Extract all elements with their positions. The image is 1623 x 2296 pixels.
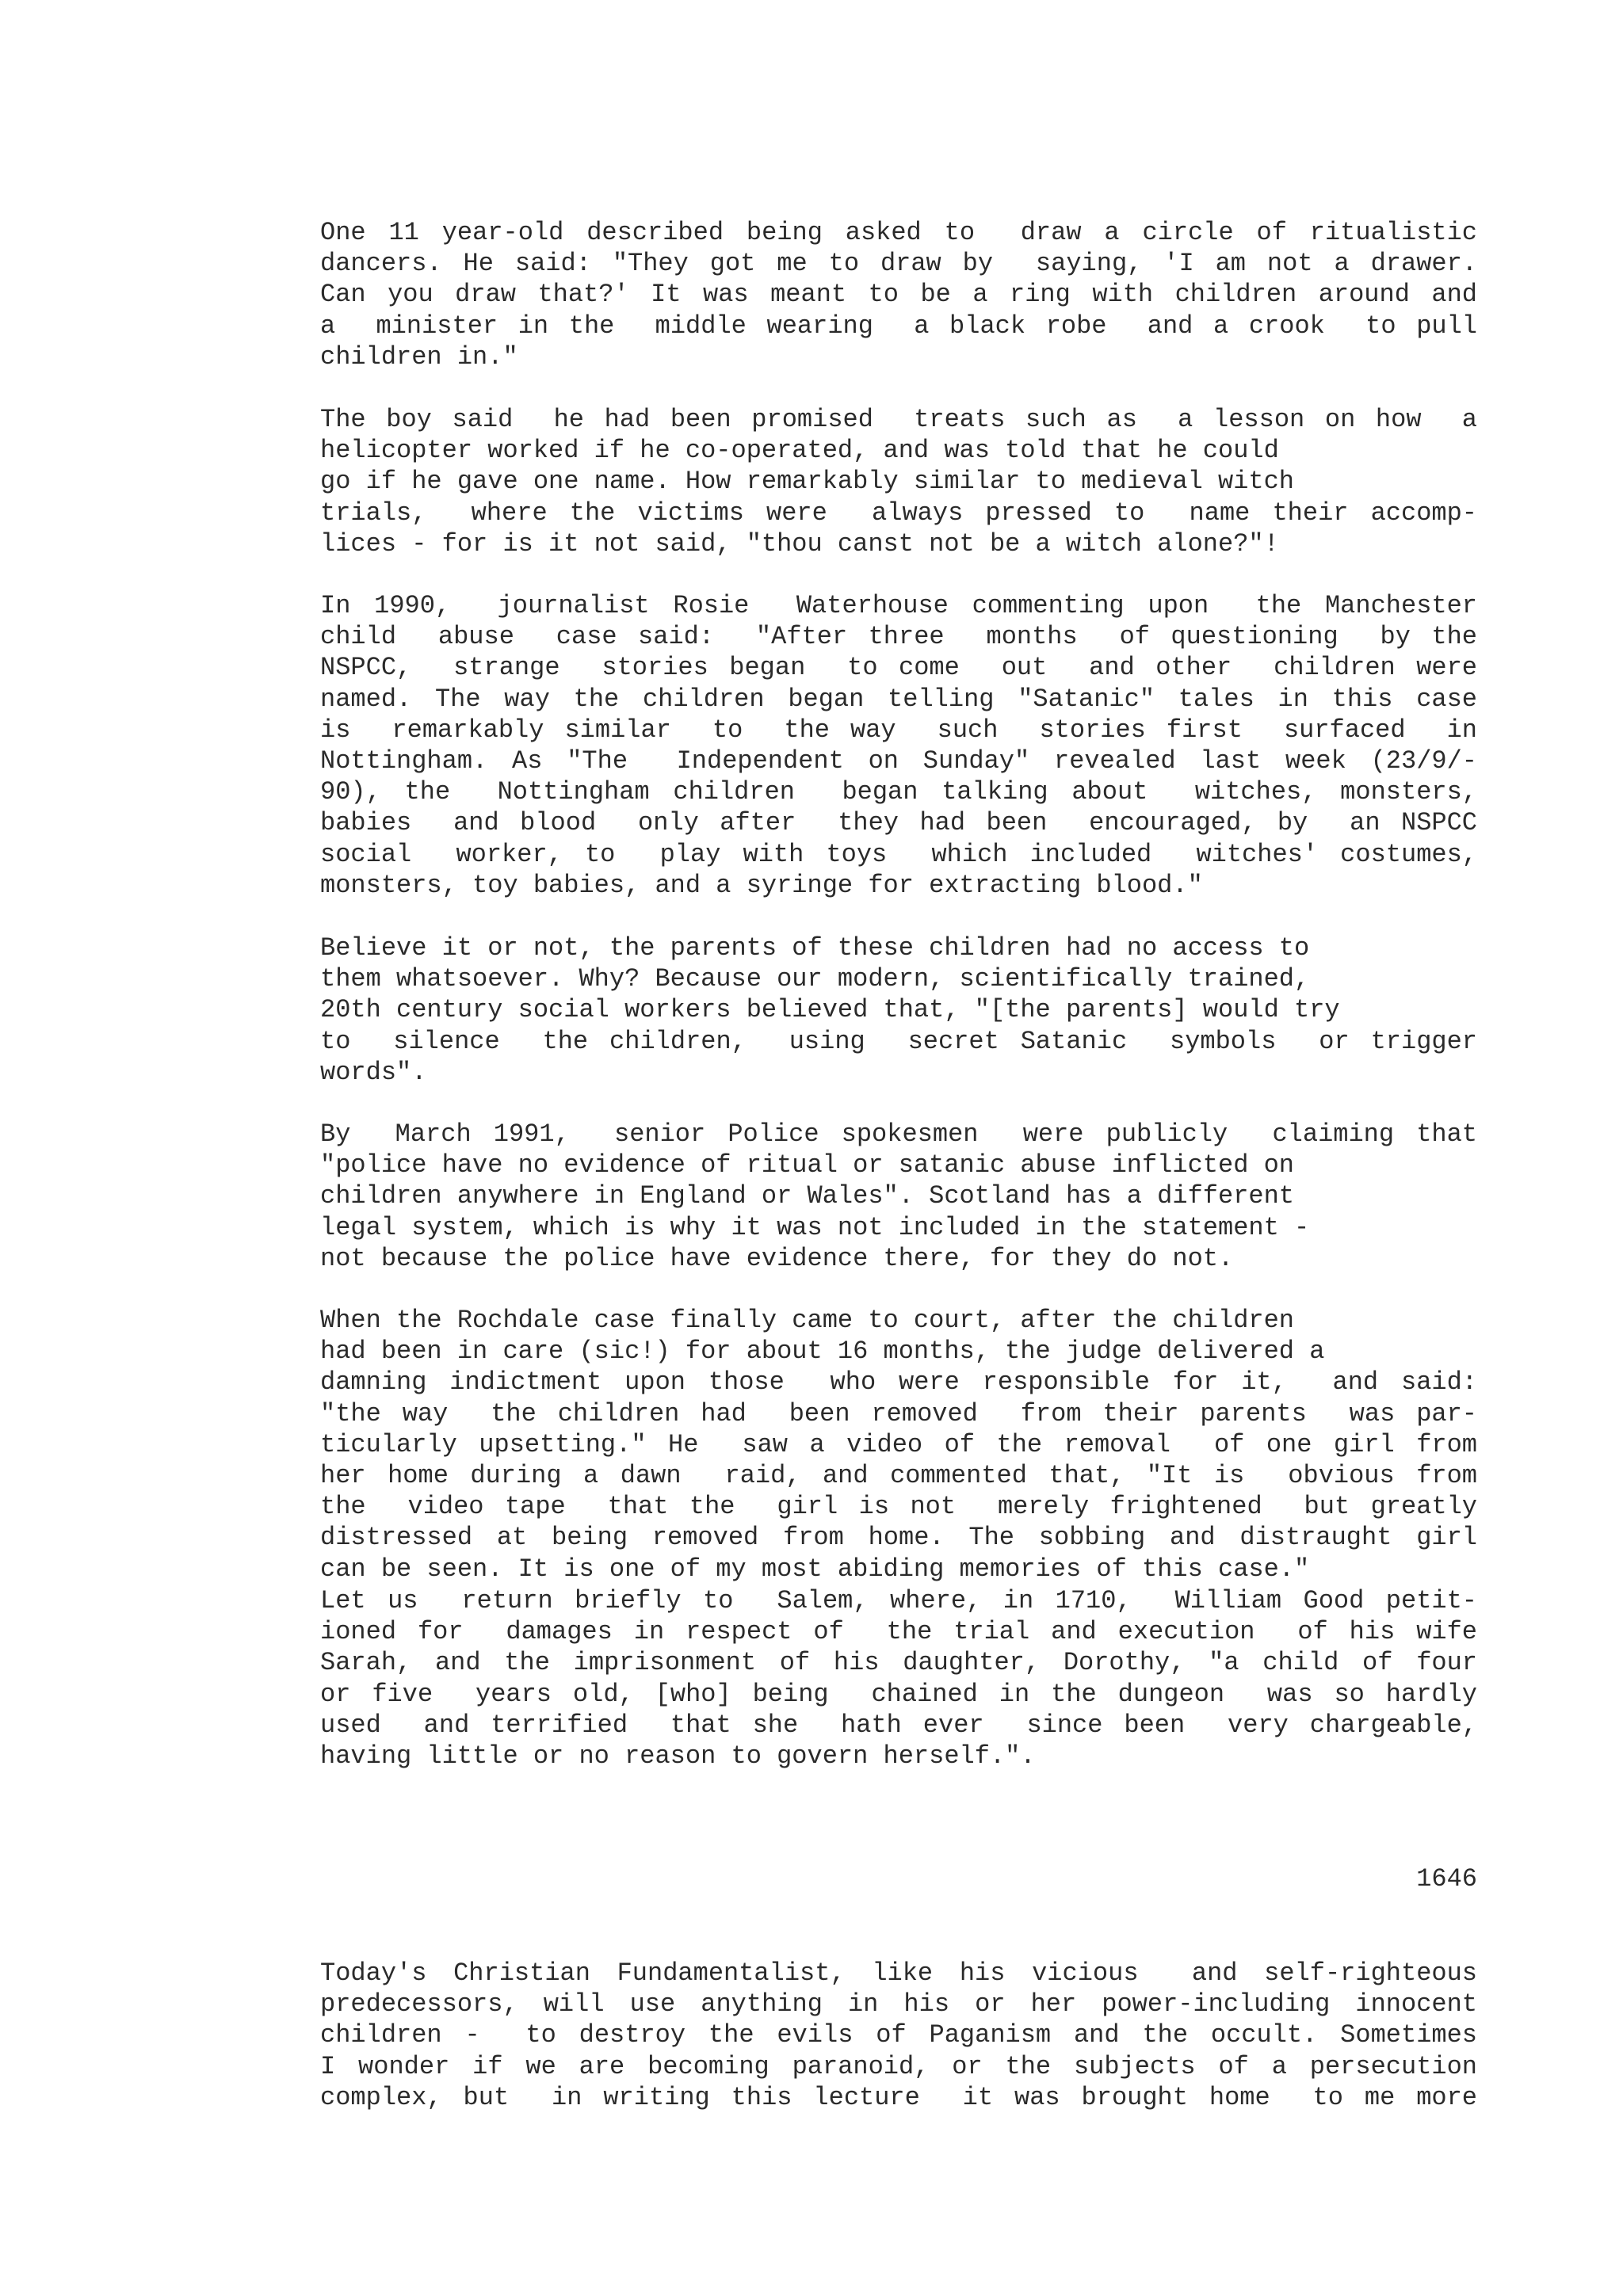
text-line: is remarkably similar to the way such stories first surfaced in [320,715,1477,745]
text-line: words". [320,1057,427,1087]
text-line: children in." [320,341,518,372]
text-line: One 11 year-old described being asked to draw a circle of ritualistic [320,218,1477,247]
text-line: legal system, which is why it was not included in the statement - [320,1212,1310,1242]
text-line: the video tape that the girl is not merely frightened but greatly [320,1492,1477,1522]
text-line: By March 1991, senior Police spokesmen were publicly claiming that [320,1119,1477,1149]
text-line: lices - for is it not said, "thou canst not be a witch alone?"! [320,528,1279,559]
paragraph-4 [320,933,1477,1088]
text-line: monsters, toy babies, and a syringe for extracting blood." [320,870,1203,900]
paragraph-7 [320,1585,1477,1772]
text-line: children - to destroy the evils of Paganism and the occult. Sometimes [320,2020,1477,2050]
text-line: ioned for damages in respect of the trial and execution of his wife [320,1617,1477,1647]
paragraph-3 [320,590,1477,901]
text-line: having little or no reason to govern herself.". [320,1741,1036,1771]
text-line: complex, but in writing this lecture it was brought home to me more [320,2082,1477,2112]
text-line: Let us return briefly to Salem, where, in 1710, William Good petit- [320,1586,1477,1615]
text-line: had been in care (sic!) for about 16 months, the judge delivered a [320,1337,1325,1367]
text-line: children anywhere in England or Wales". Scotland has a different [320,1181,1294,1211]
text-line: them whatsoever. Why? Because our modern, scientifically trained, [320,964,1310,994]
text-line: damning indictment upon those who were responsible for it, and said: [320,1367,1477,1398]
paragraph-6 [320,1305,1477,1585]
text-line: not because the police have evidence there, for they do not. [320,1243,1234,1273]
text-line: can be seen. It is one of my most abiding memories of this case." [320,1554,1310,1584]
text-line: named. The way the children began telling "Satanic" tales in this case [320,684,1477,714]
text-line: child abuse case said: "After three months of questioning by the [320,622,1477,652]
text-line: When the Rochdale case finally came to court, after the children [320,1306,1294,1335]
paragraph-8 [320,1958,1477,2113]
text-line: babies and blood only after they had been encouraged, by an NSPCC [320,808,1477,838]
text-line: "the way the children had been removed from their parents was par- [320,1398,1477,1428]
text-line: social worker, to play with toys which included witches' costumes, [320,839,1477,869]
text-line: In 1990, journalist Rosie Waterhouse commenting upon the Manchester [320,591,1477,620]
text-line: a minister in the middle wearing a black robe and a crook to pull [320,311,1477,341]
text-line: The boy said he had been promised treats such as a lesson on how a [320,405,1477,434]
paragraph-2 [320,404,1477,559]
text-line: dancers. He said: "They got me to draw by saying, 'I am not a drawer. [320,249,1477,279]
text-line: her home during a dawn raid, and commented that, "It is obvious from [320,1460,1477,1490]
text-line: Believe it or not, the parents of these children had no access to [320,933,1310,963]
text-line: distressed at being removed from home. The sobbing and distraught girl [320,1523,1477,1553]
text-line: predecessors, will use anything in his or her power-including innocent [320,1989,1477,2019]
text-line: go if he gave one name. How remarkably similar to medieval witch [320,467,1294,497]
text-line: Sarah, and the imprisonment of his daughter, Dorothy, "a child of four [320,1648,1477,1678]
text-line: NSPCC, strange stories began to come out and other children were [320,653,1477,683]
text-line: to silence the children, using secret Satanic symbols or trigger [320,1026,1477,1056]
text-line: I wonder if we are becoming paranoid, or the subjects of a persecution [320,2051,1477,2081]
text-line: or five years old, [who] being chained in the dungeon was so hardly [320,1679,1477,1709]
paragraph-5 [320,1119,1477,1274]
text-line: Nottingham. As "The Independent on Sunday" revealed last week (23/9/- [320,746,1477,776]
page-number: 1646 [1416,1864,1477,1894]
text-line: trials, where the victims were always pressed to name their accomp- [320,498,1477,528]
text-line: ticularly upsetting." He saw a video of the removal of one girl from [320,1429,1477,1459]
text-line: Today's Christian Fundamentalist, like his vicious and self-righteous [320,1958,1477,1988]
text-line: "police have no evidence of ritual or satanic abuse inflicted on [320,1150,1294,1180]
text-line: 90), the Nottingham children began talking about witches, monsters, [320,777,1477,807]
paragraph-1 [320,217,1477,372]
text-line: helicopter worked if he co-operated, and was told that he could [320,436,1279,466]
text-line: Can you draw that?' It was meant to be a ring with children around and [320,280,1477,310]
text-line: used and terrified that she hath ever since been very chargeable, [320,1710,1477,1740]
text-line: 20th century social workers believed that, "[the parents] would try [320,995,1340,1025]
